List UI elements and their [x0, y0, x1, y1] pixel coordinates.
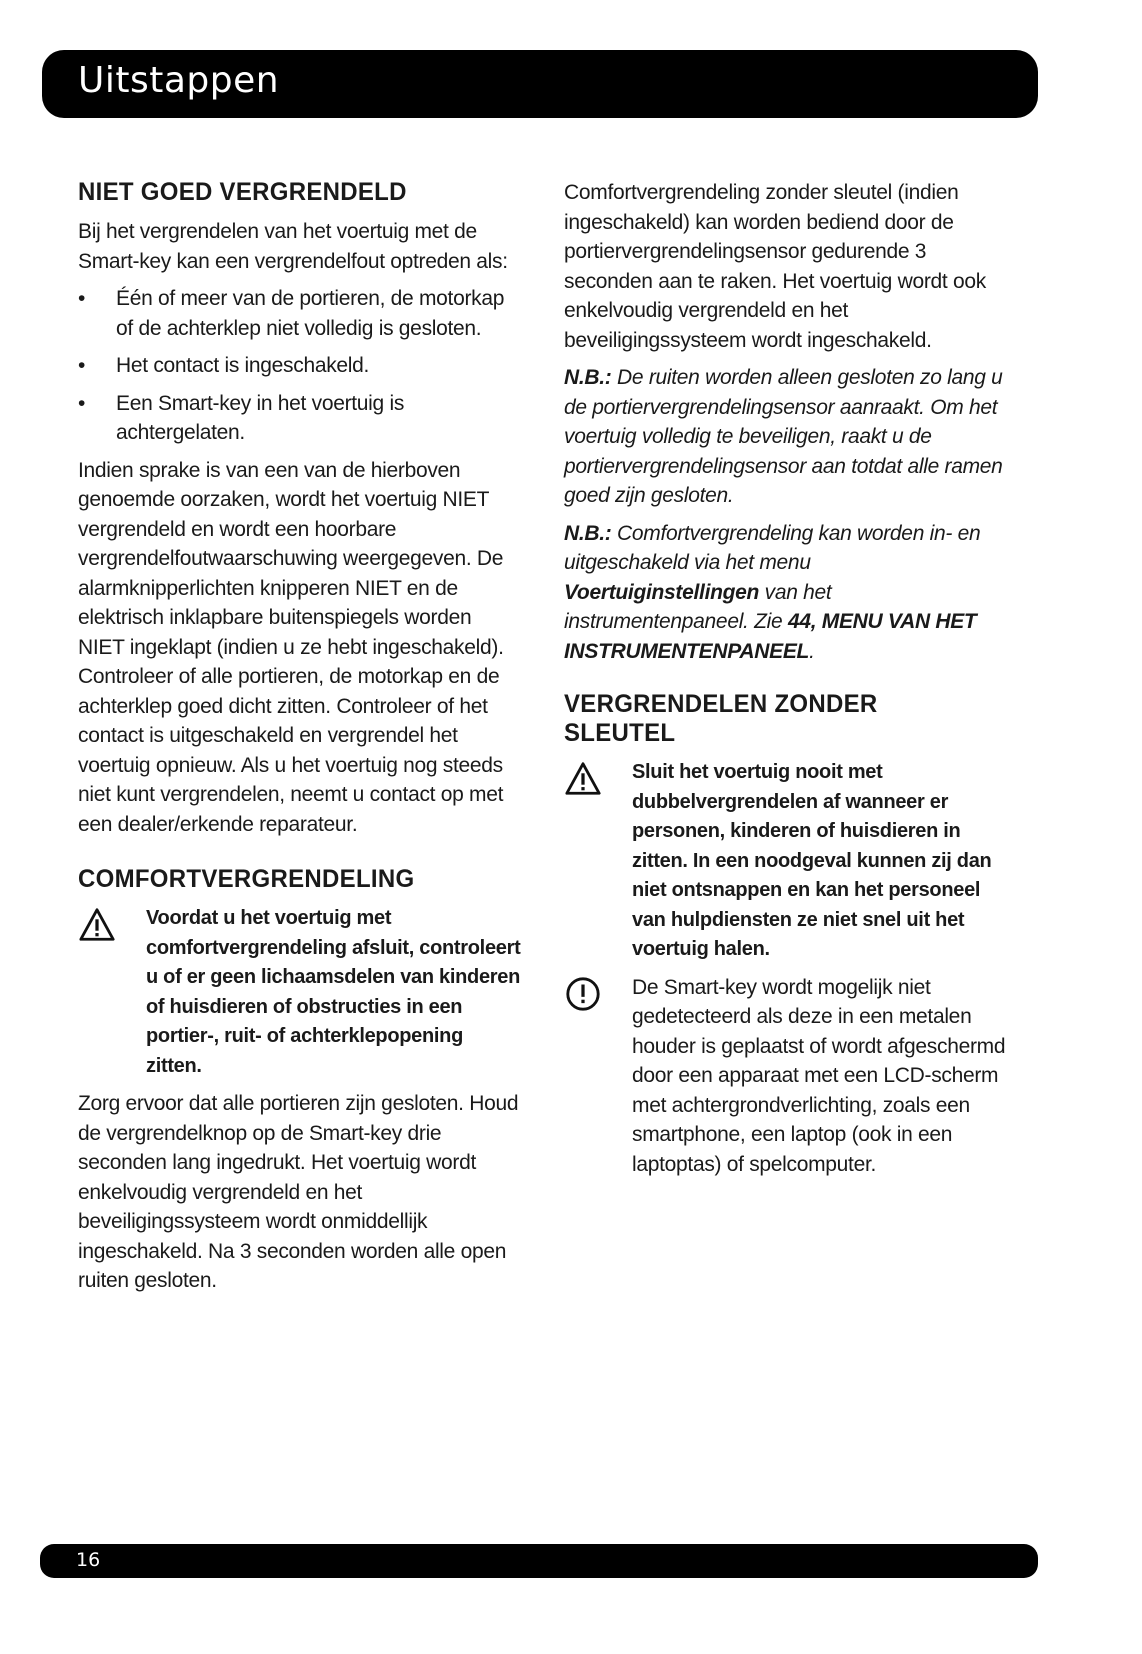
- exclamation-circle-icon: [564, 975, 602, 1013]
- comfort-body: Zorg ervoor dat alle portieren zijn gesloten. Houd de vergrendelknop op de Smart-key drie seconden lang ingedrukt. Het voertuig wordt enkelvoudig vergrendeld en het beveiligingssysteem wordt onmiddellijk ingeschakeld. Na 3 seconden worden alle open ruiten gesloten.: [78, 1092, 519, 1292]
- note-comfort-menu: N.B.: Comfortvergrendeling kan worden in- en uitgeschakeld via het menu Voertuiginstellingen van het instrumentenpaneel. Zie 44, MENU VAN HET INSTRUMENTENPANEEL.: [564, 521, 981, 663]
- note-label: N.B.:: [564, 521, 612, 545]
- page-number: 16: [76, 1549, 101, 1571]
- cross-reference-link[interactable]: 44, MENU VAN HET INSTRUMENTENPANEEL: [564, 610, 977, 663]
- note-ruiten: N.B.: De ruiten worden alleen gesloten zo lang u de portiervergrendelingsensor aanraakt. Om het voertuig volledig te beveiligen, raakt u de portiervergrendelingsensor aan totdat alle ramen goed zijn gesloten.: [564, 366, 1003, 507]
- comfort-warning-text: Voordat u het voertuig met comfortvergrendeling afsluit, controleert u of er geen lichaamsdelen van kinderen of huisdieren of obstructies in een portier-, ruit- of achterklepopening zitten.: [146, 907, 521, 1077]
- niet-goed-intro: Bij het vergrendelen van het voertuig met de Smart-key kan een vergrendelfout optreden als:: [78, 220, 508, 273]
- keyless-info-text: De Smart-key wordt mogelijk niet gedetecteerd als deze in een metalen houder is geplaatst of wordt afgeschermd door een apparaat met een LCD-scherm met achtergrondverlichting, zoals een smartphone, een laptop (ook in een laptoptas) of spelcomputer.: [632, 975, 1006, 1176]
- warning-triangle-icon: [78, 906, 116, 944]
- warning-triangle-icon: [564, 760, 602, 798]
- heading-comfortvergrendeling: COMFORTVERGRENDELING: [78, 865, 415, 893]
- heading-vergrendelen-zonder-sleutel: VERGRENDELEN ZONDER SLEUTEL: [564, 690, 878, 747]
- right-column: [564, 178, 1009, 1187]
- niet-goed-body: Indien sprake is van een van de hierboven genoemde oorzaken, wordt het voertuig NIET vergrendeld en wordt een hoorbare vergrendelfoutwaarschuwing weergegeven. De alarmknipperlichten knipperen NIET en de elektrisch inklapbare buitenspiegels worden NIET ingeklapt (indien u ze hebt ingeschakeld). Controleer of alle portieren, de motorkap en de achterklep goed dicht zitten. Controleer of het contact is uitgeschakeld en vergrendel het voertuig opnieuw. Als u het voertuig nog steeds niet kunt vergrendelen, neemt u contact op met een dealer/erkende reparateur.: [78, 458, 504, 836]
- left-column: [78, 178, 523, 1304]
- bullet-icon: •: [78, 354, 86, 377]
- menu-name: Voertuiginstellingen: [564, 580, 760, 604]
- keyless-warning-text: Sluit het voertuig nooit met dubbelvergrendelen af wanneer er personen, kinderen of huisdieren in zitten. In een noodgeval kunnen zij dan niet ontsnappen en kan het personeel van hulpdiensten ze niet snel uit het voertuig halen.: [632, 761, 992, 960]
- comfort-warning-callout: [78, 904, 523, 1081]
- list-item: • Een Smart-key in het voertuig is achtergelaten.: [78, 389, 523, 448]
- niet-goed-bullet-list: [78, 284, 523, 448]
- list-item: • Één of meer van de portieren, de motorkap of de achterklep niet volledig is gesloten.: [78, 284, 523, 343]
- list-item: • Het contact is ingeschakeld.: [78, 351, 523, 381]
- keyless-info-callout: [564, 973, 1009, 1180]
- note-label: N.B.:: [564, 366, 612, 389]
- bullet-icon: •: [78, 391, 86, 415]
- heading-niet-goed-vergrendeld: NIET GOED VERGRENDELD: [78, 178, 407, 206]
- page-title: Uitstappen: [78, 60, 280, 101]
- footer-bar: [40, 1544, 1038, 1578]
- keyless-warning-callout: [564, 758, 1009, 965]
- bullet-icon: •: [78, 287, 86, 310]
- keyless-comfort-intro: Comfortvergrendeling zonder sleutel (indien ingeschakeld) kan worden bediend door de portiervergrendelingsensor gedurende 3 seconden aan te raken. Het voertuig wordt ook enkelvoudig vergrendeld en het beveiligingssysteem wordt ingeschakeld.: [564, 181, 986, 352]
- header-bar: [42, 50, 1038, 118]
